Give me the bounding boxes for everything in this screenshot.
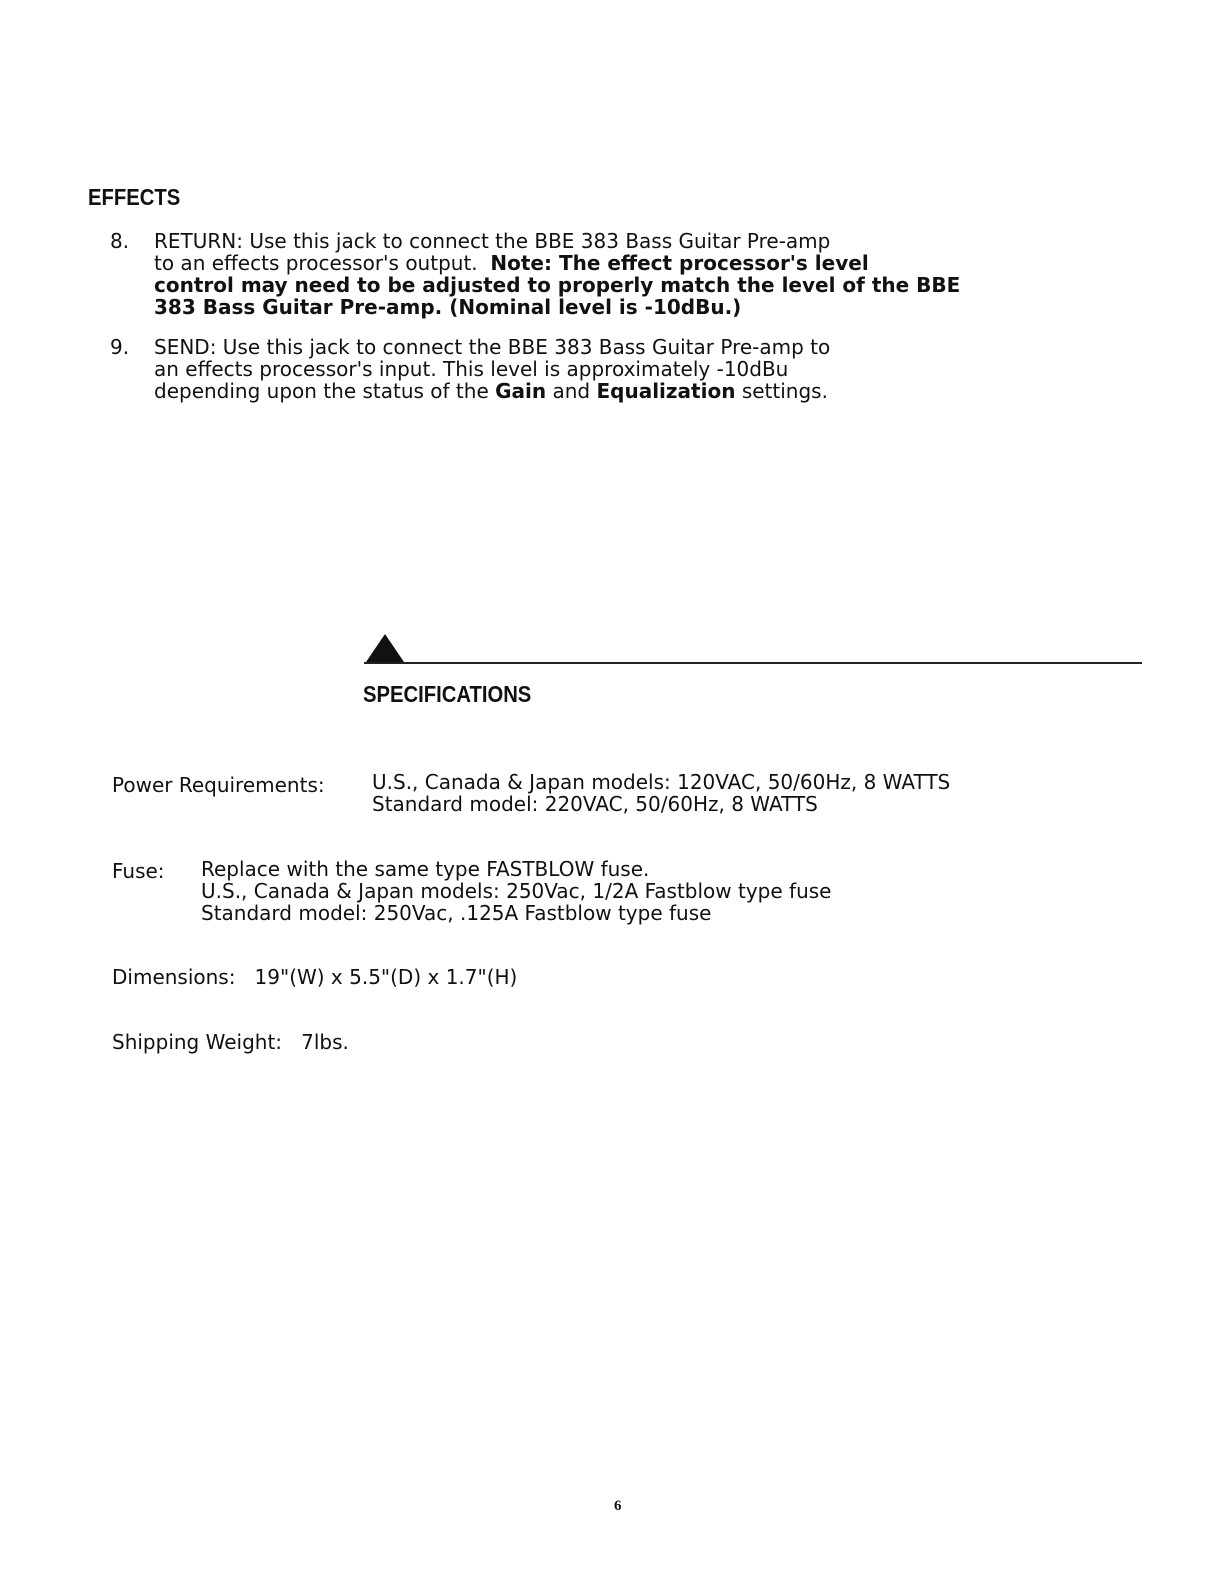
item-line-text: settings. xyxy=(741,379,828,403)
effects-heading: EFFECTS xyxy=(88,184,181,210)
note-text: Note: The effect processor's level xyxy=(490,251,869,275)
fuse-line-us: U.S., Canada & Japan models: 250Vac, 1/2A Fastblow type fuse xyxy=(201,879,832,903)
weight-value: 7lbs. xyxy=(301,1030,349,1054)
dimensions-value: 19"(W) x 5.5"(D) x 1.7"(H) xyxy=(254,965,518,989)
item-line-text: depending upon the status of the xyxy=(154,379,489,403)
item-number: 8. xyxy=(110,229,130,253)
fuse-values xyxy=(201,858,831,924)
item-line xyxy=(154,252,960,274)
note-text: 383 Bass Guitar Pre-amp. (Nominal level is -10dBu.) xyxy=(154,295,742,319)
list-item-return xyxy=(154,230,960,318)
power-label: Power Requirements: xyxy=(112,773,325,797)
equalization-term: Equalization xyxy=(596,379,736,403)
fuse-line-replace: Replace with the same type FASTBLOW fuse. xyxy=(201,857,650,881)
item-line: an effects processor's input. This level is approximately -10dBu xyxy=(154,357,789,381)
item-number: 9. xyxy=(110,335,130,359)
item-line: RETURN: Use this jack to connect the BBE 383 Bass Guitar Pre-amp xyxy=(154,229,831,253)
fuse-label: Fuse: xyxy=(112,859,165,883)
item-line-text: to an effects processor's output. xyxy=(154,251,478,275)
note-line xyxy=(154,296,960,318)
page-number: 6 xyxy=(614,1498,622,1514)
power-line-us: U.S., Canada & Japan models: 120VAC, 50/60Hz, 8 WATTS xyxy=(372,770,951,794)
dimensions-row xyxy=(112,966,517,988)
weight-label: Shipping Weight: xyxy=(112,1030,283,1054)
gain-term: Gain xyxy=(495,379,547,403)
note-line xyxy=(154,274,960,296)
warning-triangle-icon xyxy=(366,634,404,662)
fuse-line-standard: Standard model: 250Vac, .125A Fastblow type fuse xyxy=(201,901,712,925)
divider xyxy=(364,662,1142,664)
item-line xyxy=(154,380,830,402)
note-text: control may need to be adjusted to properly match the level of the BBE xyxy=(154,273,961,297)
weight-row xyxy=(112,1031,349,1053)
specifications-heading: SPECIFICATIONS xyxy=(363,681,532,707)
item-line-text: and xyxy=(552,379,591,403)
power-values xyxy=(372,771,950,815)
item-line: SEND: Use this jack to connect the BBE 383 Bass Guitar Pre-amp to xyxy=(154,335,831,359)
power-line-standard: Standard model: 220VAC, 50/60Hz, 8 WATTS xyxy=(372,792,818,816)
list-item-send xyxy=(154,336,830,402)
dimensions-label: Dimensions: xyxy=(112,965,236,989)
